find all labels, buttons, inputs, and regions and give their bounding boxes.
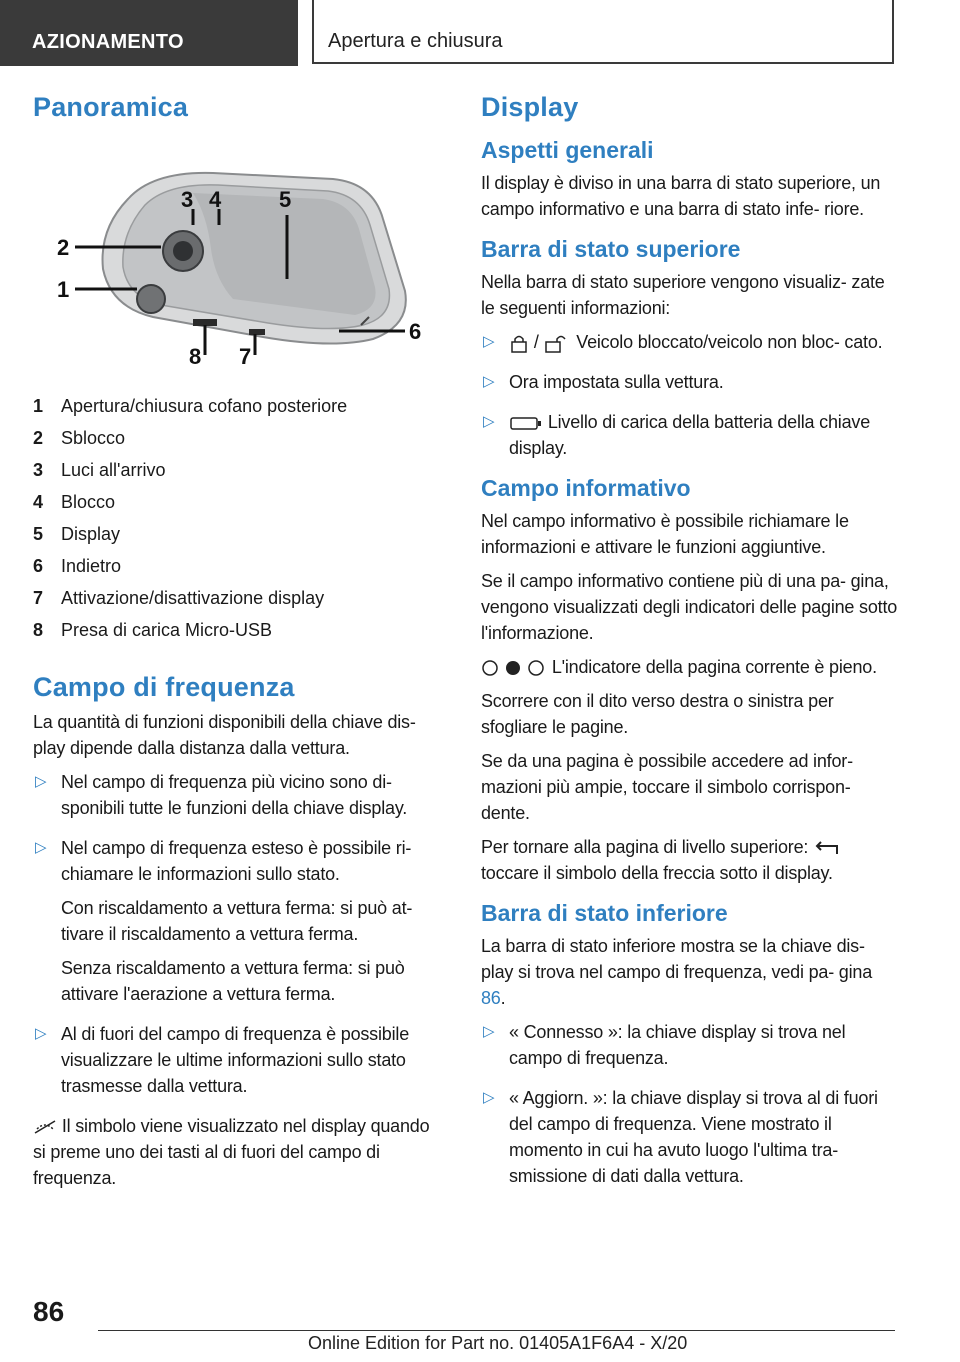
bullet-triangle-icon: ▷ [483,333,495,350]
callout-6: 6 [409,319,422,344]
frequency-intro: La quantità di funzioni disponibili della chiave dis- play dipende dalla distanza dalla vettura. [33,712,416,758]
display-key-illustration [33,129,443,355]
section-tab: AZIONAMENTO [0,0,298,66]
callout-4: 4 [209,187,222,212]
page-reference-link[interactable]: 86 [481,988,501,1008]
bullet-triangle-icon: ▷ [35,1025,47,1042]
callout-1: 1 [57,277,70,302]
list-item: ▷ Al di fuori del campo di frequenza è possibile visualizzare le ultime informazioni sullo stato trasmesse dalla vettura. [33,1021,443,1099]
symbol-note: Il simbolo viene visualizzato nel display quando si preme uno dei tasti al di fuori del campo di frequenza. [33,1116,430,1188]
legend-item: 6 Indietro [33,556,122,576]
legend-item: 4 Blocco [33,492,116,512]
bullet-triangle-icon: ▷ [35,839,47,856]
footer-rule [98,1330,895,1331]
bullet-triangle-icon: ▷ [35,773,47,790]
display-heading: Display [481,92,579,122]
info-paragraph: L'indicatore della pagina corrente è pieno. [481,654,901,680]
bullet-triangle-icon: ▷ [483,1089,495,1106]
lock-closed-icon [509,333,529,353]
legend-item: 2 Sblocco [33,428,126,448]
list-item: ▷ Nel campo di frequenza più vicino sono di- sponibili tutte le funzioni della chiave display. [33,769,443,821]
info-field-heading: Campo informativo [481,475,691,501]
frequency-list [33,769,443,1099]
key-body [103,173,406,344]
sub-paragraph: Con riscaldamento a vettura ferma: si può at- tivare il riscaldamento a vettura ferma. [61,898,413,944]
list-item: ▷ / Veicolo bloccato/veicolo non bloc- cato. [481,329,901,355]
page-header [0,0,960,66]
battery-icon [509,415,543,431]
info-paragraph: Nel campo informativo è possibile richiamare le informazioni e attivare le funzioni aggiuntive. [481,511,849,557]
lock-open-icon [543,333,571,353]
bullet-triangle-icon: ▷ [483,413,495,430]
list-item: ▷ Ora impostata sulla vettura. [481,369,901,395]
frequency-heading: Campo di frequenza [33,672,295,702]
info-paragraph: Per tornare alla pagina di livello superiore: toccare il simbolo della freccia sotto il display. [481,834,901,886]
legend-item: 3 Luci all'arrivo [33,460,166,480]
bottom-bar-list [481,1019,901,1189]
callout-2: 2 [57,235,70,260]
lower-callouts [33,334,443,374]
chapter-tab: Apertura e chiusura [312,0,894,64]
overview-heading: Panoramica [33,92,189,122]
footer-text: Online Edition for Part no. 01405A1F6A4 - X/20 [308,1333,688,1353]
top-bar-heading: Barra di stato superiore [481,236,741,262]
bottom-bar-text: La barra di stato inferiore mostra se la chiave dis- play si trova nel campo di frequenza, vedi pa- gina 86. [481,936,873,1008]
bottom-bar-heading: Barra di stato inferiore [481,900,728,926]
info-paragraph: Scorrere con il dito verso destra o sinistra per sfogliare le pagine. [481,691,834,737]
legend-item: 1 Apertura/chiusura cofano posteriore [33,396,348,416]
left-column [33,92,443,1199]
top-bar-text: Nella barra di stato superiore vengono visualiz- zate le seguenti informazioni: [481,272,885,318]
top-bar-list [481,329,901,461]
general-text: Il display è diviso in una barra di stato superiore, un campo informativo e una barra di stato infe- riore. [481,173,881,219]
list-item: ▷ « Connesso »: la chiave display si trova nel campo di frequenza. [481,1019,901,1071]
bullet-triangle-icon: ▷ [483,373,495,390]
callout-8: 8 [189,344,202,369]
right-column [481,92,901,1203]
list-item: ▷ Nel campo di frequenza esteso è possibile ri- chiamare le informazioni sullo stato. Con riscaldamento a vettura ferma: si può at- tivare il riscaldamento a vettura ferma. Senza riscaldamento a vettura ferma: si può attivare l'aerazione a vettura ferma. [33,835,443,1007]
sub-paragraph: Senza riscaldamento a vettura ferma: si può attivare l'aerazione a vettura ferma. [61,958,405,1004]
info-paragraph: Se da una pagina è possibile accedere ad infor- mazioni più ampie, toccare il simbolo corrispon- dente. [481,751,853,823]
back-arrow-icon [813,838,843,858]
legend-item: 8 Presa di carica Micro-USB [33,620,273,640]
list-item: ▷ Livello di carica della batteria della chiave display. [481,409,901,461]
out-of-range-icon [33,1119,57,1135]
info-paragraph: Se il campo informativo contiene più di una pa- gina, vengono visualizzati degli indicatori delle pagine sotto l'informazione. [481,571,898,643]
general-heading: Aspetti generali [481,137,654,163]
callout-5: 5 [279,187,292,212]
page-number: 86 [33,1296,65,1327]
overview-legend [33,390,443,646]
callout-3: 3 [181,187,194,212]
legend-item: 7 Attivazione/disattivazione display [33,588,325,608]
list-item: ▷ « Aggiorn. »: la chiave display si trova al di fuori del campo di frequenza. Viene mostrato il momento in cui ha avuto luogo l'ultima tra- smissione di dati dalla vettura. [481,1085,901,1189]
legend-item: 5 Display [33,524,121,544]
callout-7: 7 [239,344,252,369]
bullet-triangle-icon: ▷ [483,1023,495,1040]
page-indicator-icon [481,659,547,677]
